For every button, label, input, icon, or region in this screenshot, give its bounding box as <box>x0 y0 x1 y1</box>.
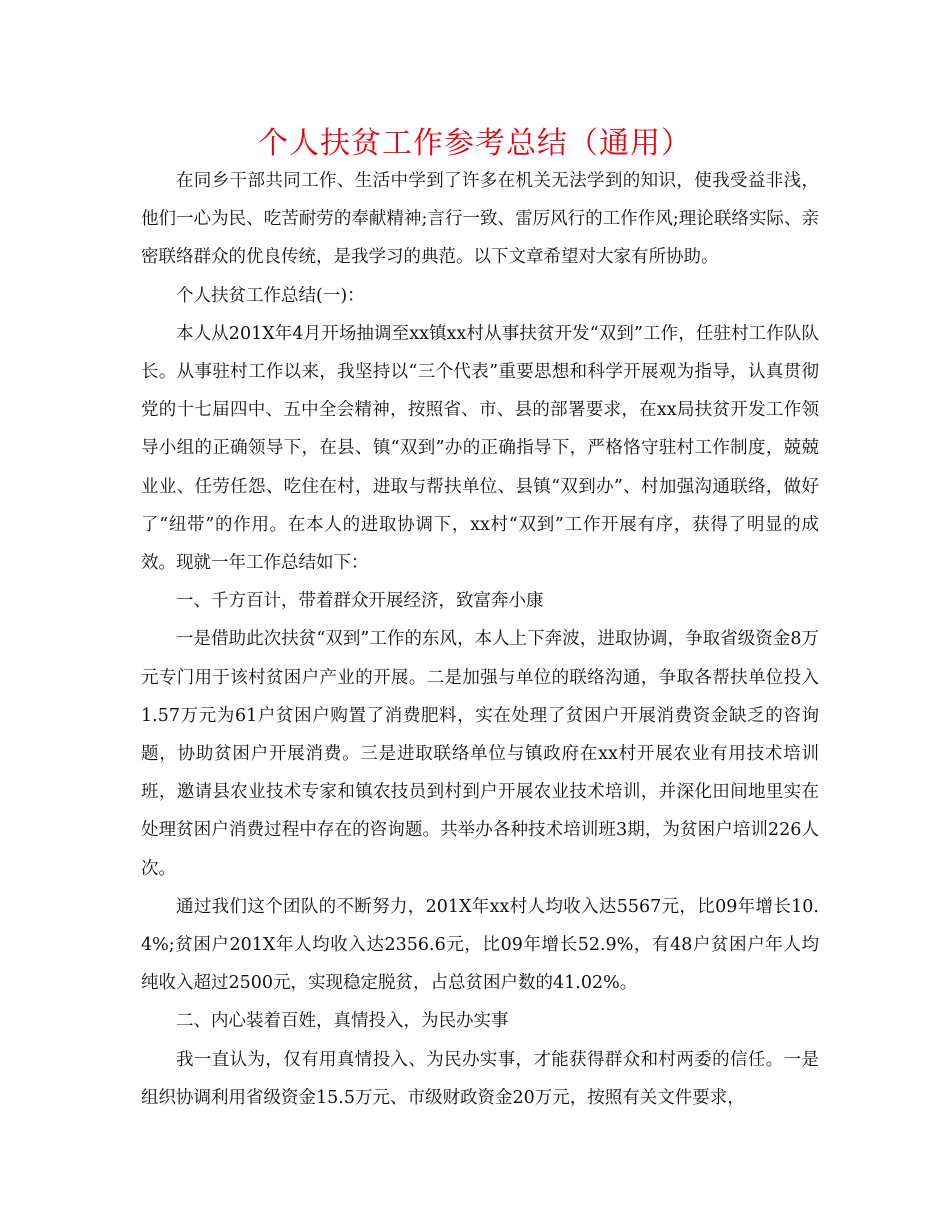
paragraph-income-results: 通过我们这个团队的不断努力，201X年xx村人均收入达5567元，比09年增长10.4%;贫困户201X年人均收入达2356.6元，比09年增长52.9%，有48户贫困户年人均纯收入超过2500元，实现稳定脱贫，占总贫困户数的41.02%。 <box>141 896 819 994</box>
paragraph-heading-two: 二、内心装着百姓，真情投入，为民办实事 <box>176 1011 509 1032</box>
paragraph-intro: 在同乡干部共同工作、生活中学到了许多在机关无法学到的知识，使我受益非浅，他们一心为民、吃苦耐劳的奉献精神;言行一致、雷厉风行的工作作风;理论联络实际、亲密联络群众的优良传统，是我学习的典范。以下文章希望对大家有所协助。 <box>141 171 819 268</box>
paragraph-practical-work: 我一直认为，仅有用真情投入、为民办实事，才能获得群众和村两委的信任。一是组织协调利用省级资金15.5万元、市级财政资金20万元，按照有关文件要求， <box>141 1049 819 1108</box>
document-body <box>141 162 819 1117</box>
paragraph-background: 本人从201X年4月开场抽调至xx镇xx村从事扶贫开发“双到”工作，任驻村工作队队长。从事驻村工作以来，我坚持以“三个代表”重要思想和科学开展观为指导，认真贯彻党的十七届四中、五中全会精神，按照省、市、县的部署要求，在xx局扶贫开发工作领导小组的正确领导下，在县、镇“双到”办的正确指导下，严格恪守驻村工作制度，兢兢业业、任劳任怨、吃住在村，进取与帮扶单位、县镇“双到办”、村加强沟通联络，做好了“纽带”的作用。在本人的进取协调下，xx村“双到”工作开展有序，获得了明显的成效。现就一年工作总结如下： <box>141 323 819 574</box>
paragraph-section-heading: 个人扶贫工作总结(一)： <box>176 285 365 306</box>
document-title: 个人扶贫工作参考总结（通用） <box>258 126 692 161</box>
paragraph-heading-one: 一、千方百计，带着群众开展经济，致富奔小康 <box>176 591 544 612</box>
paragraph-economy-measures: 一是借助此次扶贫“双到”工作的东风，本人上下奔波，进取协调，争取省级资金8万元专门用于该村贫困户产业的开展。二是加强与单位的联络沟通，争取各帮扶单位投入1.57万元为61户贫困户购置了消费肥料，实在处理了贫困户开展消费资金缺乏的咨询题，协助贫困户开展消费。三是进取联络单位与镇政府在xx村开展农业有用技术培训班，邀请县农业技术专家和镇农技员到村到户开展农业技术培训，并深化田间地里实在处理贫困户消费过程中存在的咨询题。共举办各种技术培训班3期，为贫困户培训226人次。 <box>141 629 819 879</box>
